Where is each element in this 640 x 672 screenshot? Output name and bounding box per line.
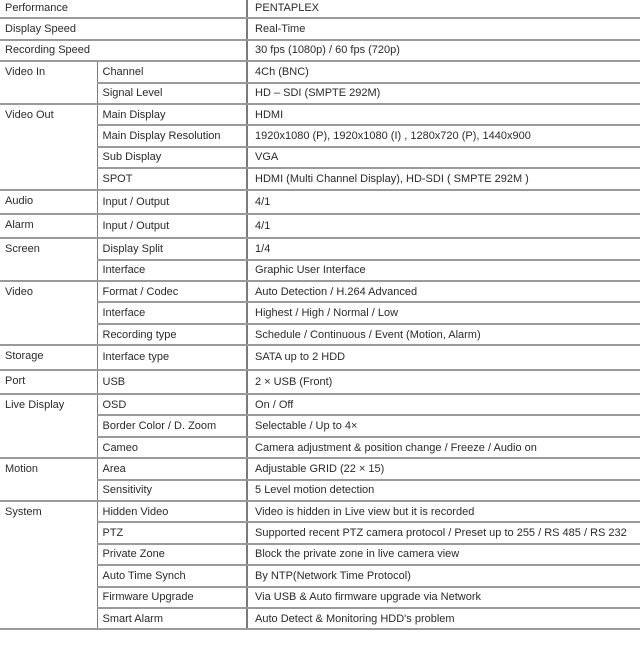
table-row [0,281,640,302]
feature-label: Signal Level [97,83,247,104]
category-video: Video [0,281,97,345]
feature-label: USB [97,370,247,394]
row-value: 2 × USB (Front) [247,370,640,394]
feature-label: PTZ [97,522,247,543]
table-row [0,501,640,522]
feature-label: Area [97,458,247,479]
row-value: HDMI [247,104,640,125]
row-value: By NTP(Network Time Protocol) [247,565,640,586]
table-row [0,61,640,82]
feature-label: Private Zone [97,544,247,565]
feature-label: Recording type [97,324,247,345]
table-row [0,18,640,39]
category-audio: Audio [0,190,97,214]
row-value: Auto Detection / H.264 Advanced [247,281,640,302]
category-alarm: Alarm [0,214,97,238]
category-motion: Motion [0,458,97,501]
row-value: 30 fps (1080p) / 60 fps (720p) [247,40,640,61]
feature-label: Sub Display [97,147,247,168]
category-storage: Storage [0,345,97,369]
feature-label: Interface type [97,345,247,369]
row-value: Video is hidden in Live view but it is recorded [247,501,640,522]
category-port: Port [0,370,97,394]
category-system: System [0,501,97,629]
row-value: HDMI (Multi Channel Display), HD-SDI ( SMPTE 292M ) [247,168,640,189]
feature-label: Interface [97,260,247,281]
feature-label: Smart Alarm [97,608,247,629]
row-value: Selectable / Up to 4× [247,415,640,436]
feature-label: Auto Time Synch [97,565,247,586]
feature-label: Border Color / D. Zoom [97,415,247,436]
row-value: On / Off [247,394,640,415]
category-screen: Screen [0,238,97,281]
row-value: Auto Detect & Monitoring HDD's problem [247,608,640,629]
row-value: SATA up to 2 HDD [247,345,640,369]
feature-label: Input / Output [97,214,247,238]
row-value: 1/4 [247,238,640,259]
table-row [0,394,640,415]
table-row [0,104,640,125]
row-label: Recording Speed [0,40,247,61]
feature-label: Hidden Video [97,501,247,522]
row-value: Block the private zone in live camera view [247,544,640,565]
table-row [0,0,640,18]
table-row [0,190,640,214]
feature-label: Channel [97,61,247,82]
feature-label: Sensitivity [97,480,247,501]
feature-label: Main Display Resolution [97,125,247,146]
row-value: Graphic User Interface [247,260,640,281]
row-label: Display Speed [0,18,247,39]
row-value: HD – SDI (SMPTE 292M) [247,83,640,104]
row-value: PENTAPLEX [247,0,640,18]
table-row [0,345,640,369]
row-value: Adjustable GRID (22 × 15) [247,458,640,479]
feature-label: Input / Output [97,190,247,214]
feature-label: OSD [97,394,247,415]
row-value: 4/1 [247,190,640,214]
row-value: 4Ch (BNC) [247,61,640,82]
category-live-display: Live Display [0,394,97,458]
category-video-in: Video In [0,61,97,104]
row-value: VGA [247,147,640,168]
row-value: 5 Level motion detection [247,480,640,501]
row-value: Camera adjustment & position change / Freeze / Audio on [247,437,640,458]
feature-label: SPOT [97,168,247,189]
table-row [0,370,640,394]
feature-label: Interface [97,302,247,323]
table-row [0,40,640,61]
feature-label: Main Display [97,104,247,125]
table-row [0,214,640,238]
row-value: 4/1 [247,214,640,238]
feature-label: Cameo [97,437,247,458]
row-value: Via USB & Auto firmware upgrade via Network [247,587,640,608]
row-value: Schedule / Continuous / Event (Motion, Alarm) [247,324,640,345]
row-value: Supported recent PTZ camera protocol / Preset up to 255 / RS 485 / RS 232 [247,522,640,543]
row-value: Highest / High / Normal / Low [247,302,640,323]
row-label: Performance [0,0,247,18]
table-row [0,458,640,479]
feature-label: Firmware Upgrade [97,587,247,608]
row-value: 1920x1080 (P), 1920x1080 (I) , 1280x720 (P), 1440x900 [247,125,640,146]
row-value: Real-Time [247,18,640,39]
feature-label: Display Split [97,238,247,259]
feature-label: Format / Codec [97,281,247,302]
table-row [0,238,640,259]
category-video-out: Video Out [0,104,97,190]
